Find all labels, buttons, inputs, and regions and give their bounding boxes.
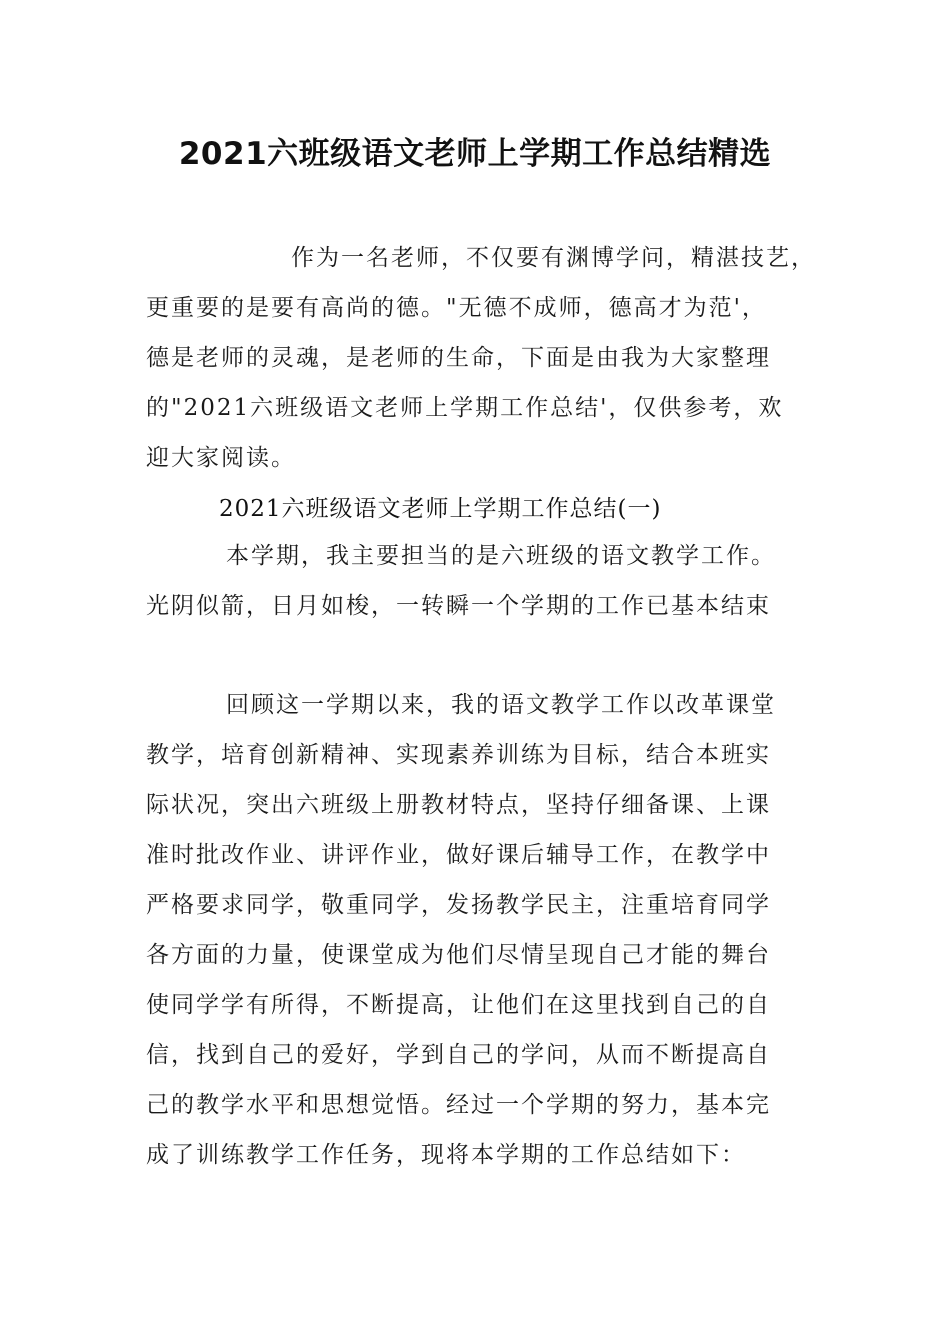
text-line: 信，找到自己的爱好，学到自己的学问，从而不断提高自 (146, 1042, 771, 1068)
paragraph-one (146, 531, 826, 631)
text-line: 严格要求同学，敬重同学，发扬教学民主，注重培育同学 (146, 892, 771, 918)
text-line: 更重要的是要有高尚的德。"无德不成师，德高才为范'， (146, 295, 767, 321)
text-line: 己的教学水平和思想觉悟。经过一个学期的努力，基本完 (146, 1092, 771, 1118)
text-line: 教学，培育创新精神、实现素养训练为目标，结合本班实 (146, 742, 771, 768)
section-heading: 2021六班级语文老师上学期工作总结(一) (219, 496, 662, 522)
document-title: 2021六班级语文老师上学期工作总结精选 (178, 136, 772, 172)
text-line: 各方面的力量，使课堂成为他们尽情呈现自己才能的舞台 (146, 942, 771, 968)
text-line: 德是老师的灵魂，是老师的生命，下面是由我为大家整理 (146, 345, 771, 371)
text-line: 成了训练教学工作任务，现将本学期的工作总结如下： (146, 1142, 746, 1168)
text-line: 迎大家阅读。 (146, 445, 296, 471)
text-line: 本学期，我主要担当的是六班级的语文教学工作。 (226, 543, 776, 569)
text-line: 作为一名老师，不仅要有渊博学问，精湛技艺， (291, 245, 816, 271)
text-line: 回顾这一学期以来，我的语文教学工作以改革课堂 (226, 692, 776, 718)
paragraph-two (146, 680, 826, 1180)
text-line: 使同学学有所得，不断提高，让他们在这里找到自己的自 (146, 992, 771, 1018)
text-line: 准时批改作业、讲评作业，做好课后辅导工作，在教学中 (146, 842, 771, 868)
text-line: 际状况，突出六班级上册教材特点，坚持仔细备课、上课 (146, 792, 771, 818)
text-line: 的"2021六班级语文老师上学期工作总结'，仅供参考，欢 (146, 395, 784, 421)
text-line: 光阴似箭，日月如梭，一转瞬一个学期的工作已基本结束 (146, 593, 771, 619)
intro-paragraph (146, 233, 826, 483)
